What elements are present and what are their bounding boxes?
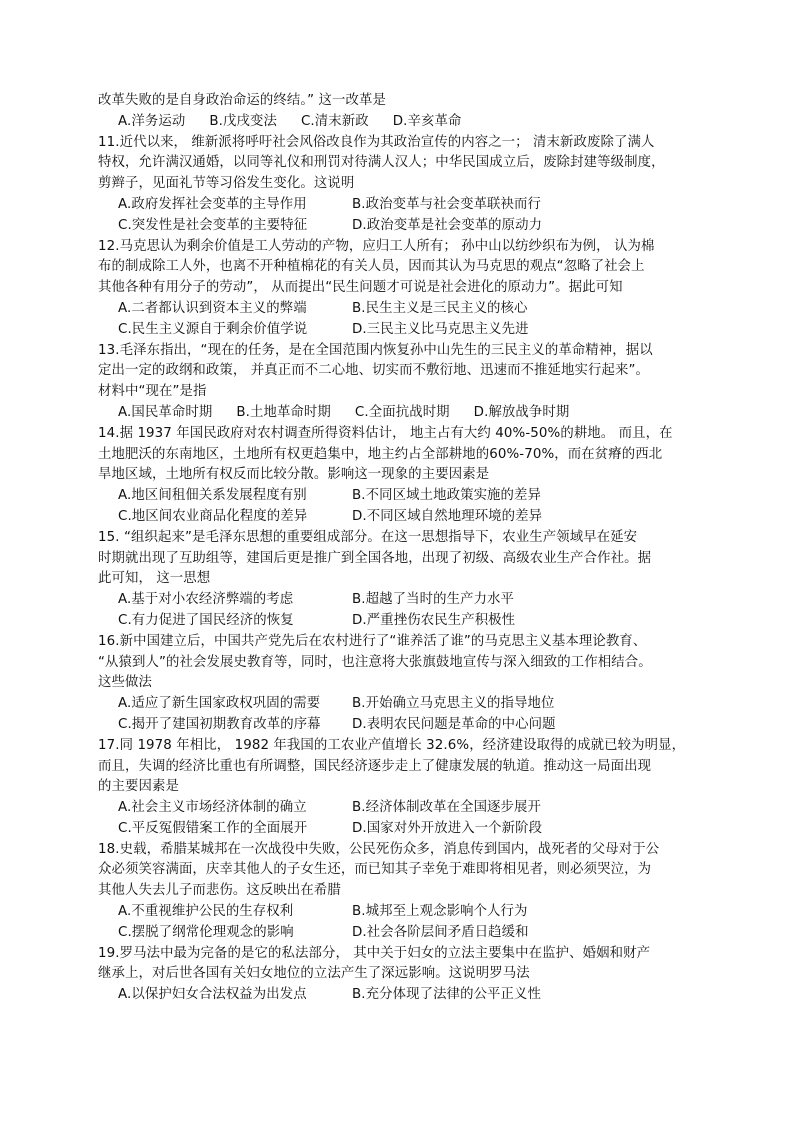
answer-option: C.突发性是社会变革的主要特征 (118, 217, 308, 233)
options-row (98, 299, 712, 320)
answer-option: B.戊戌变法 (209, 113, 277, 129)
question-block (98, 840, 712, 944)
question-stem-line: 16.新中国建立后，中国共产党先后在农村进行了“谁养活了谁”的马克思主义基本理论教育、 (98, 633, 647, 649)
question-stem-line: 14.据 1937 年国民政府对农村调查所得资料估计， 地主占有大约 40%-50%的耕地。 而且，在 (98, 425, 673, 441)
question-block (98, 237, 712, 341)
options-row (98, 694, 712, 715)
options-row (98, 486, 712, 507)
question-stem-line: 改革失败的是自身政治命运的终结。” 这一改革是 (98, 93, 386, 108)
question-stem-line: 剪辫子，见面礼节等习俗发生变化。这说明 (98, 176, 355, 192)
question-stem-line: 继承上，对后世各国有关妇女地位的立法产生了深远影响。这说明罗马法 (98, 966, 530, 982)
answer-option: C.有力促进了国民经济的恢复 (118, 612, 294, 628)
question-stem-line: 18.史载，希腊某城邦在一次战役中失败，公民死伤众多，消息传到国内，战死者的父母对于公 (98, 841, 660, 857)
question-stem-line: 旱地区域，土地所有权反而比较分散。影响这一现象的主要因素是 (98, 467, 490, 483)
question-block (98, 528, 712, 632)
options-row (98, 985, 712, 1006)
question-block (98, 91, 712, 133)
answer-option: B.政治变革与社会变革联袂而行 (352, 196, 542, 212)
answer-option: B.充分体现了法律的公平正义性 (352, 987, 542, 1003)
answer-option: A.不重视维护公民的生存权利 (118, 904, 294, 920)
answer-option: B.民生主义是三民主义的核心 (352, 300, 528, 316)
question-stem-line: 19.罗马法中最为完备的是它的私法部分， 其中关于妇女的立法主要集中在监护、婚姻和财产 (98, 945, 651, 961)
question-stem-line: 此可知， 这一思想 (98, 571, 211, 587)
answer-option: B.开始确立马克思主义的指导地位 (352, 696, 555, 712)
answer-option: A.以保护妇女合法权益为出发点 (118, 987, 307, 1003)
question-stem-line: 15. “组织起来”是毛泽东思想的重要组成部分。在这一思想指导下，农业生产领域早在延安 (98, 529, 638, 545)
answer-option: A.洋务运动 (118, 113, 186, 129)
answer-option: B.超越了当时的生产力水平 (352, 592, 515, 608)
question-stem-line: 的主要因素是 (98, 779, 179, 795)
answer-option: D.解放战争时期 (473, 404, 570, 420)
answer-option: C.民生主义源自于剩余价值学说 (118, 321, 308, 337)
question-stem-line: 其他人失去儿子而悲伤。这反映出在希腊 (98, 883, 341, 899)
question-stem-line: 12.马克思认为剩余价值是工人劳动的产物，应归工人所有； 孙中山以纺纱织布为例， 认为棉 (98, 238, 655, 254)
question-block (98, 424, 712, 528)
answer-option: A.地区间租佃关系发展程度有别 (118, 488, 307, 504)
options-row (98, 715, 712, 736)
question-stem-line: 而且，失调的经济比重也有所调整，国民经济逐步走上了健康发展的轨道。推动这一局面出现 (98, 758, 652, 774)
options-row (98, 403, 712, 424)
options-row (98, 590, 712, 611)
answer-option: C.摆脱了纲常伦理观念的影响 (118, 924, 294, 940)
options-row (98, 923, 712, 944)
options-row (98, 112, 712, 133)
answer-option: A.二者都认识到资本主义的弊端 (118, 300, 307, 316)
question-block (98, 736, 712, 840)
question-stem-line: 众必须笑容满面，庆幸其他人的子女生还，而已知其子幸免于难即将相见者，则必须哭泣，为 (98, 862, 652, 878)
answer-option: D.不同区域自然地理环境的差异 (352, 508, 543, 524)
question-stem-line: 其他各种有用分子的劳动”， 从而提出“民生问题才可说是社会进化的原动力”。据此可知 (98, 280, 623, 296)
answer-option: C.全面抗战时期 (354, 404, 450, 420)
answer-option: C.揭开了建国初期教育改革的序幕 (118, 716, 321, 732)
options-row (98, 819, 712, 840)
answer-option: A.政府发挥社会变革的主导作用 (118, 196, 307, 212)
answer-option: A.基于对小农经济弊端的考虑 (118, 592, 294, 608)
question-stem-line: 定出一定的政纲和政策， 并真正而不二心地、切实而不敷衍地、迅速而不推延地实行起来”。 (98, 363, 650, 379)
options-row (98, 195, 712, 216)
question-stem-line: 11.近代以来， 维新派将呼吁社会风俗改良作为其政治宣传的内容之一； 清末新政废除了满人 (98, 134, 655, 150)
answer-option: B.不同区域土地政策实施的差异 (352, 488, 542, 504)
answer-option: B.土地革命时期 (236, 404, 331, 420)
answer-option: C.清末新政 (300, 113, 369, 129)
question-stem-line: 土地肥沃的东南地区，土地所有权更趋集中，地主约占全部耕地的60%-70%，而在贫瘠的西北 (98, 446, 663, 462)
question-stem-line: 布的制成除工人外，也离不开种植棉花的有关人员，因而其认为马克思的观点“忽略了社会上 (98, 259, 645, 275)
options-row (98, 611, 712, 632)
answer-option: D.辛亥革命 (392, 113, 462, 129)
question-list (98, 91, 712, 1006)
question-stem-line: 13.毛泽东指出，“现在的任务，是在全国范围内恢复孙中山先生的三民主义的革命精神，据以 (98, 342, 653, 358)
question-stem-line: 这些做法 (98, 675, 152, 691)
answer-option: A.国民革命时期 (118, 404, 213, 420)
options-row (98, 216, 712, 237)
answer-option: C.地区间农业商品化程度的差异 (118, 508, 308, 524)
question-block (98, 341, 712, 424)
answer-option: D.三民主义比马克思主义先进 (352, 321, 529, 337)
question-stem-line: 时期就出现了互助组等，建国后更是推广到全国各地，出现了初级、高级农业生产合作社。据 (98, 550, 652, 566)
question-block (98, 133, 712, 237)
answer-option: D.表明农民问题是革命的中心问题 (352, 716, 556, 732)
answer-option: B.城邦至上观念影响个人行为 (352, 904, 528, 920)
options-row (98, 798, 712, 819)
answer-option: D.社会各阶层间矛盾日趋缓和 (352, 924, 529, 940)
answer-option: D.国家对外开放进入一个新阶段 (352, 820, 543, 836)
answer-option: B.经济体制改革在全国逐步展开 (352, 800, 542, 816)
question-block (98, 632, 712, 736)
question-stem-line: “从猿到人”的社会发展史教育等，同时，也注意将大张旗鼓地宣传与深入细致的工作相结合。 (98, 654, 652, 670)
options-row (98, 902, 712, 923)
answer-option: C.平反冤假错案工作的全面展开 (118, 820, 308, 836)
options-row (98, 320, 712, 341)
answer-option: D.政治变革是社会变革的原动力 (352, 217, 543, 233)
answer-option: D.严重挫伤农民生产积极性 (352, 612, 516, 628)
options-row (98, 507, 712, 528)
question-stem-line: 特权，允许满汉通婚，以同等礼仪和刑罚对待满人汉人；中华民国成立后，废除封建等级制度， (98, 155, 665, 171)
question-stem-line: 材料中“现在”是指 (98, 384, 207, 400)
answer-option: A.适应了新生国家政权巩固的需要 (118, 696, 321, 712)
question-block (98, 944, 712, 1006)
question-stem-line: 17.同 1978 年相比， 1982 年我国的工农业产值增长 32.6%，经济建设取得的成就已较为明显， (98, 737, 686, 753)
answer-option: A.社会主义市场经济体制的确立 (118, 800, 307, 816)
